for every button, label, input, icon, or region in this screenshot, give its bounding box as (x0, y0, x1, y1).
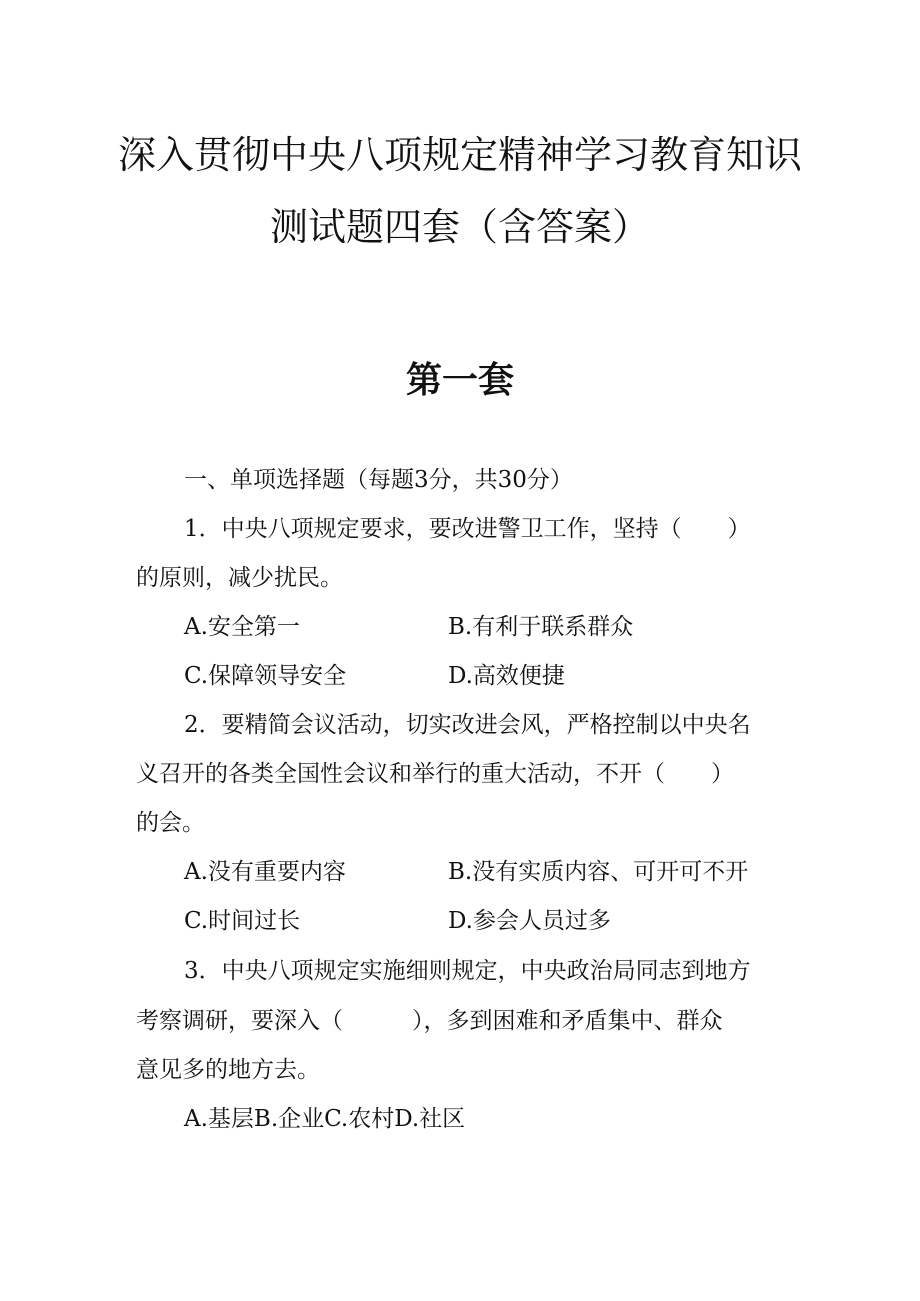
document-title-line-2: 测试题四套（含答案） (269, 205, 650, 249)
section-heading: 一、单项选择题（每题3分，共30分） (184, 467, 573, 493)
question-1-option-d: D.高效便捷 (448, 663, 565, 689)
question-3-line-2: 考察调研，要深入（ ），多到困难和矛盾集中、群众 (136, 1008, 723, 1034)
question-3-line-3: 意见多的地方去。 (136, 1057, 320, 1083)
question-2-line-3: 的会。 (136, 810, 205, 836)
document-title-line-1: 深入贯彻中央八项规定精神学习教育知识 (117, 133, 802, 177)
question-2-line-1: 2．要精简会议活动，切实改进会风，严格控制以中央名 (184, 712, 751, 738)
question-3-options: A.基层B.企业C.农村D.社区 (184, 1106, 466, 1132)
question-2-line-2: 义召开的各类全国性会议和举行的重大活动，不开（ ） (136, 761, 734, 787)
question-2-option-b: B.没有实质内容、可开可不开 (448, 859, 749, 885)
set-heading: 第一套 (405, 360, 514, 401)
question-3-line-1: 3．中央八项规定实施细则规定，中央政治局同志到地方 (184, 958, 751, 984)
question-1-option-c: C.保障领导安全 (184, 663, 347, 689)
question-2-option-d: D.参会人员过多 (448, 908, 611, 934)
question-1-line-1: 1．中央八项规定要求，要改进警卫工作，坚持（ ） (184, 516, 751, 542)
question-1-option-a: A.安全第一 (184, 614, 300, 640)
question-2-option-a: A.没有重要内容 (184, 859, 346, 885)
question-1-option-b: B.有利于联系群众 (448, 614, 634, 640)
question-2-option-c: C.时间过长 (184, 908, 301, 934)
question-1-line-2: 的原则，减少扰民。 (136, 565, 343, 591)
